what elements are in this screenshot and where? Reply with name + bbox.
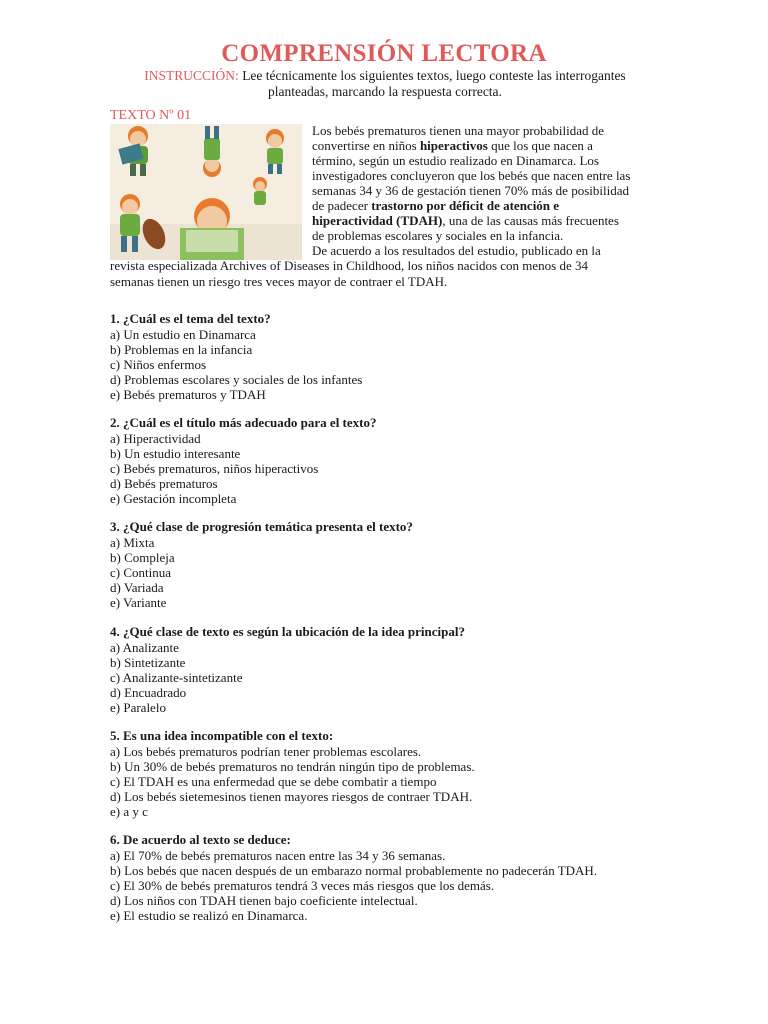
answer-option[interactable]: b) Problemas en la infancia (110, 341, 253, 357)
answer-option[interactable]: d) Los niños con TDAH tienen bajo coeficiente intelectual. (110, 892, 418, 908)
answer-option[interactable]: b) Los bebés que nacen después de un embarazo normal probablemente no padecerán TDAH. (110, 862, 598, 878)
answer-option[interactable]: b) Compleja (110, 549, 175, 565)
question-4 (110, 625, 670, 715)
question-6 (110, 833, 670, 923)
answer-option[interactable]: e) Gestación incompleta (110, 490, 237, 506)
passage-text: De acuerdo a los resultados del estudio, publicado en la (312, 243, 601, 258)
answer-option[interactable]: a) Un estudio en Dinamarca (110, 326, 256, 342)
answer-option[interactable]: a) Analizante (110, 639, 179, 655)
instruction (120, 68, 650, 100)
instruction-label: INSTRUCCIÓN: (144, 68, 239, 83)
answer-option[interactable]: c) Niños enfermos (110, 356, 207, 372)
answer-option[interactable]: c) Bebés prematuros, niños hiperactivos (110, 460, 319, 476)
passage-bold-text: hiperactivos (419, 138, 488, 153)
passage-paragraph-2: revista especializada Archives of Diseases in Childhood, los niños nacidos con menos de 34 semanas tienen un riesgo tres veces mayor de contraer el TDAH. (110, 258, 589, 289)
question-title: 6. De acuerdo al texto se deduce: (110, 832, 291, 847)
answer-option[interactable]: a) El 70% de bebés prematuros nacen entre las 34 y 36 semanas. (110, 847, 446, 863)
answer-option[interactable]: d) Variada (110, 579, 164, 595)
instruction-text: Lee técnicamente los siguientes textos, luego conteste las interrogantes planteadas, marcando la respuesta correcta. (238, 68, 626, 99)
question-title: 1. ¿Cuál es el tema del texto? (110, 311, 271, 326)
answer-option[interactable]: c) El 30% de bebés prematuros tendrá 3 veces más riesgos que los demás. (110, 877, 495, 893)
question-title: 4. ¿Qué clase de texto es según la ubicación de la idea principal? (110, 624, 465, 639)
answer-option[interactable]: e) Paralelo (110, 699, 166, 715)
answer-option[interactable]: d) Problemas escolares y sociales de los infantes (110, 371, 363, 387)
question-3 (110, 520, 670, 610)
answer-option[interactable]: d) Bebés prematuros (110, 475, 218, 491)
answer-option[interactable]: d) Encuadrado (110, 684, 187, 700)
children-reading-illustration (110, 124, 302, 260)
answer-option[interactable]: a) Los bebés prematuros podrían tener problemas escolares. (110, 743, 422, 759)
question-5 (110, 729, 670, 819)
passage-paragraph-1 (312, 123, 634, 258)
answer-option[interactable]: a) Hiperactividad (110, 430, 201, 446)
texto-label: TEXTO Nº 01 (110, 108, 192, 123)
question-1 (110, 312, 670, 402)
answer-option[interactable]: c) Analizante-sintetizante (110, 669, 243, 685)
question-2 (110, 416, 670, 506)
question-title: 2. ¿Cuál es el título más adecuado para el texto? (110, 415, 377, 430)
answer-option[interactable]: e) a y c (110, 803, 148, 819)
passage-text: , una de las causas más frecuentes de problemas escolares y sociales en la infancia. (312, 213, 619, 243)
answer-option[interactable]: a) Mixta (110, 534, 155, 550)
answer-option[interactable]: d) Los bebés sietemesinos tienen mayores riesgos de contraer TDAH. (110, 788, 473, 804)
answer-option[interactable]: c) El TDAH es una enfermedad que se debe combatir a tiempo (110, 773, 437, 789)
question-title: 5. Es una idea incompatible con el texto: (110, 728, 334, 743)
answer-option[interactable]: e) Variante (110, 594, 167, 610)
question-title: 3. ¿Qué clase de progresión temática presenta el texto? (110, 519, 413, 534)
answer-option[interactable]: c) Continua (110, 564, 172, 580)
answer-option[interactable]: b) Sintetizante (110, 654, 186, 670)
answer-option[interactable]: e) El estudio se realizó en Dinamarca. (110, 907, 308, 923)
answer-option[interactable]: b) Un 30% de bebés prematuros no tendrán ningún tipo de problemas. (110, 758, 475, 774)
passage-text: que los que nacen a término, según un estudio realizado en Dinamarca. Los investigadores concluyeron que los bebés que nacen entre las semanas 34 y 36 de gestación tienen 70% más de posibilidad de padecer (312, 138, 631, 213)
passage-bold-text: trastorno por déficit de atención e hiperactividad (TDAH) (312, 198, 560, 228)
answer-option[interactable]: e) Bebés prematuros y TDAH (110, 386, 266, 402)
passage-text: Los bebés prematuros tienen una mayor probabilidad de convertirse en niños (312, 123, 605, 153)
page-title: COMPRENSIÓN LECTORA (221, 40, 547, 67)
answer-option[interactable]: b) Un estudio interesante (110, 445, 241, 461)
